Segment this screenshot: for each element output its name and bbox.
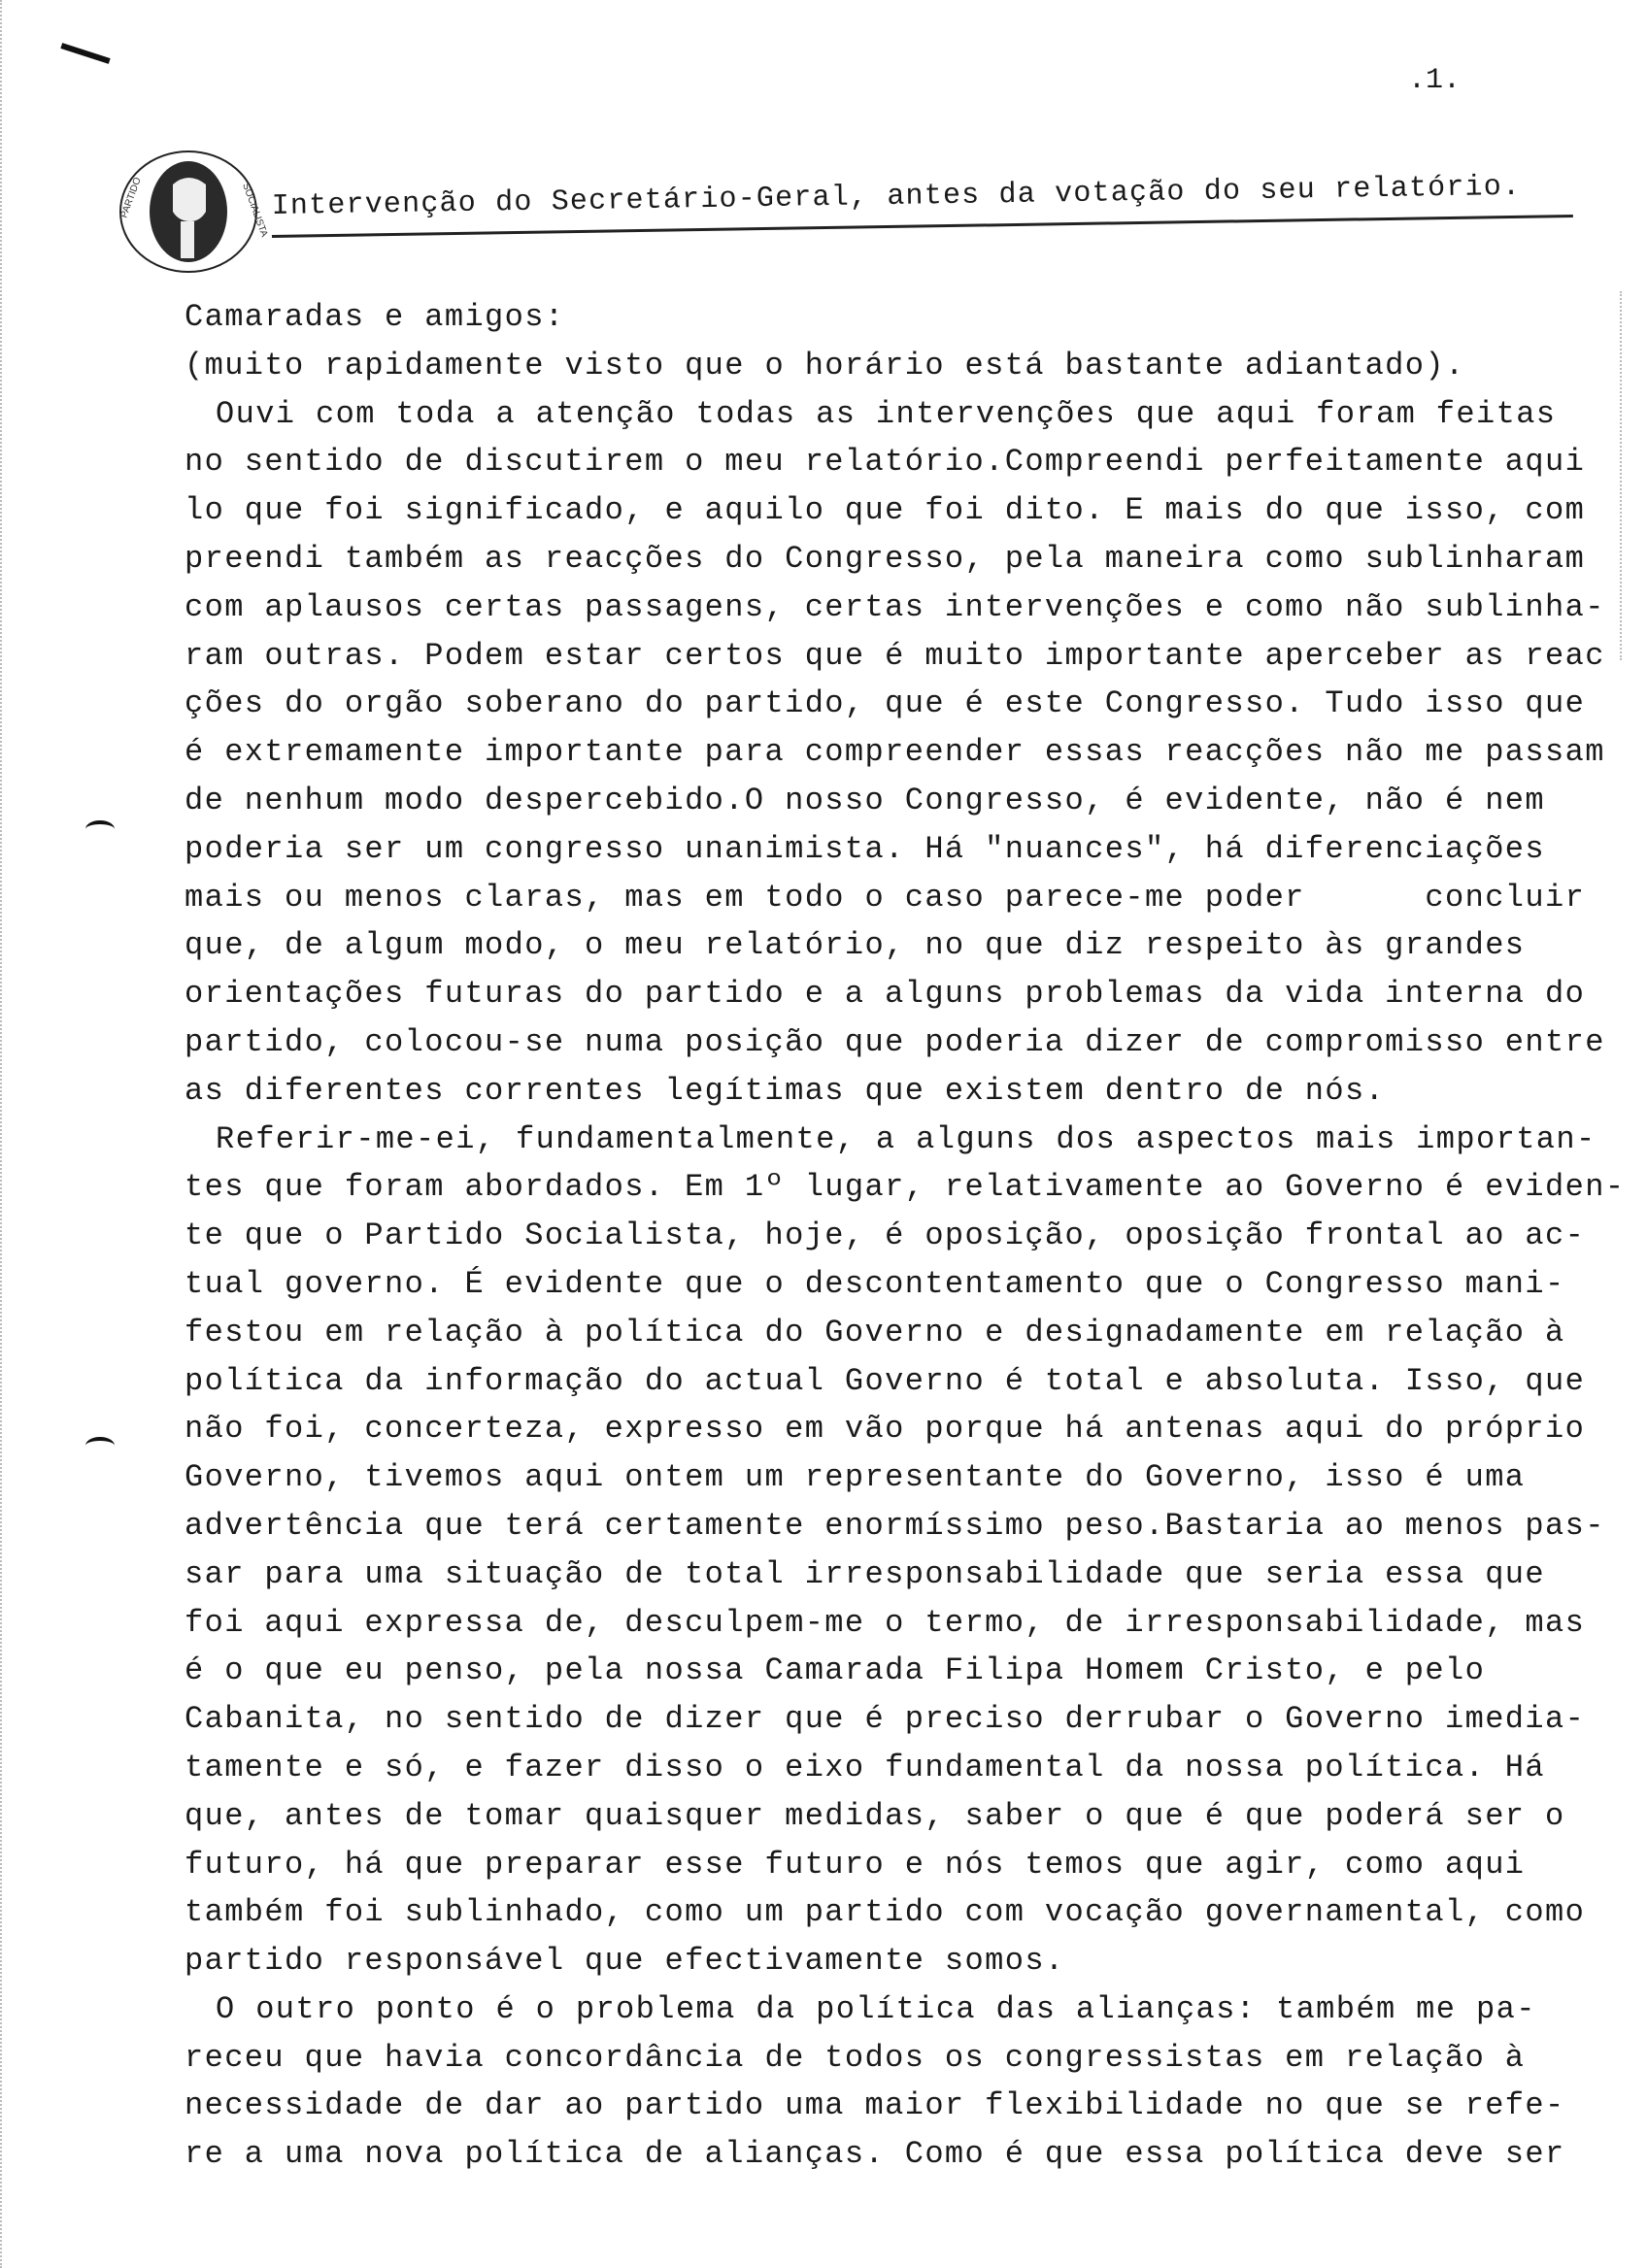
text-line: receu que havia concordância de todos os congressistas em relação à (185, 2039, 1526, 2076)
page-number: .1. (1408, 64, 1462, 97)
text-line: preendi também as reacções do Congresso, pela maneira como sublinharam (185, 540, 1586, 577)
text-line: futuro, há que preparar esse futuro e nós temos que agir, como aqui (185, 1846, 1526, 1883)
text-line: poderia ser um congresso unanimista. Há "nuances", há diferenciações (185, 830, 1546, 867)
text-line: tamente e só, e fazer disso o eixo fundamental da nossa política. Há (185, 1749, 1546, 1785)
punch-mark (85, 1437, 115, 1454)
text-line: te que o Partido Socialista, hoje, é oposição, oposição frontal ao ac- (185, 1217, 1586, 1254)
text-line: também foi sublinhado, como um partido com vocação governamental, como (185, 1894, 1586, 1931)
svg-text:SOCIALISTA: SOCIALISTA (240, 182, 269, 239)
text-line: que, de algum modo, o meu relatório, no que diz respeito às grandes (185, 927, 1526, 964)
text-line: tes que foram abordados. Em 1º lugar, relativamente ao Governo é eviden- (185, 1169, 1626, 1206)
text-line: festou em relação à política do Governo e designadamente em relação à (185, 1314, 1565, 1351)
text-line: ram outras. Podem estar certos que é muito importante aperceber as reac (185, 637, 1605, 674)
text-line: ções do orgão soberano do partido, que é este Congresso. Tudo isso que (185, 685, 1586, 722)
text-line: Governo, tivemos aqui ontem um representante do Governo, isso é uma (185, 1459, 1526, 1496)
text-line: partido, colocou-se numa posição que poderia dizer de compromisso entre (185, 1023, 1605, 1060)
svg-text:PARTIDO: PARTIDO (118, 176, 144, 220)
text-line: é extremamente importante para compreender essas reacções não me passam (185, 734, 1605, 771)
punch-mark (85, 820, 115, 838)
text-line: com aplausos certas passagens, certas intervenções e como não sublinha- (185, 588, 1605, 625)
text-line: não foi, concerteza, expresso em vão porque há antenas aqui do próprio (185, 1411, 1586, 1448)
text-line: política da informação do actual Governo é total e absoluta. Isso, que (185, 1362, 1586, 1399)
text-line: Ouvi com toda a atenção todas as intervenções que aqui foram feitas (216, 395, 1557, 432)
text-line: foi aqui expressa de, desculpem-me o termo, de irresponsabilidade, mas (185, 1604, 1586, 1641)
text-line: advertência que terá certamente enormíssimo peso.Bastaria ao menos pas- (185, 1507, 1605, 1544)
text-line: O outro ponto é o problema da política das alianças: também me pa- (216, 1990, 1536, 2027)
text-line: partido responsável que efectivamente somos. (185, 1943, 1065, 1980)
document-body (185, 293, 1625, 2179)
text-line: sar para uma situação de total irresponsabilidade que seria essa que (185, 1555, 1546, 1592)
party-logo (109, 146, 269, 277)
text-line: no sentido de discutirem o meu relatório.Compreendi perfeitamente aqui (185, 444, 1586, 481)
scan-mark (60, 43, 110, 64)
text-line: é o que eu penso, pela nossa Camarada Filipa Homem Cristo, e pelo (185, 1652, 1486, 1689)
scan-edge (0, 0, 5, 2268)
text-line: re a uma nova política de alianças. Como é que essa política deve ser (185, 2136, 1565, 2173)
text-line: de nenhum modo despercebido.O nosso Congresso, é evidente, não é nem (185, 782, 1546, 818)
text-line: Referir-me-ei, fundamentalmente, a alguns dos aspectos mais importan- (216, 1120, 1597, 1157)
text-line: as diferentes correntes legítimas que existem dentro de nós. (185, 1072, 1386, 1109)
text-line: mais ou menos claras, mas em todo o caso parece-me poder concluir (185, 879, 1586, 916)
text-line: necessidade de dar ao partido uma maior flexibilidade no que se refe- (185, 2087, 1565, 2124)
text-line: lo que foi significado, e aquilo que foi dito. E mais do que isso, com (185, 492, 1586, 529)
text-line: tual governo. É evidente que o descontentamento que o Congresso mani- (185, 1265, 1565, 1302)
document-title: Intervenção do Secretário-Geral, antes da votação do seu relatório. (271, 170, 1522, 223)
fist-emblem-icon (109, 146, 269, 277)
text-line: (muito rapidamente visto que o horário está bastante adiantado). (185, 347, 1465, 384)
text-line: Camaradas e amigos: (185, 299, 565, 335)
text-line: que, antes de tomar quaisquer medidas, saber o que é que poderá ser o (185, 1797, 1565, 1834)
text-line: Cabanita, no sentido de dizer que é preciso derrubar o Governo imedia- (185, 1701, 1586, 1738)
text-line: orientações futuras do partido e a alguns problemas da vida interna do (185, 976, 1586, 1013)
